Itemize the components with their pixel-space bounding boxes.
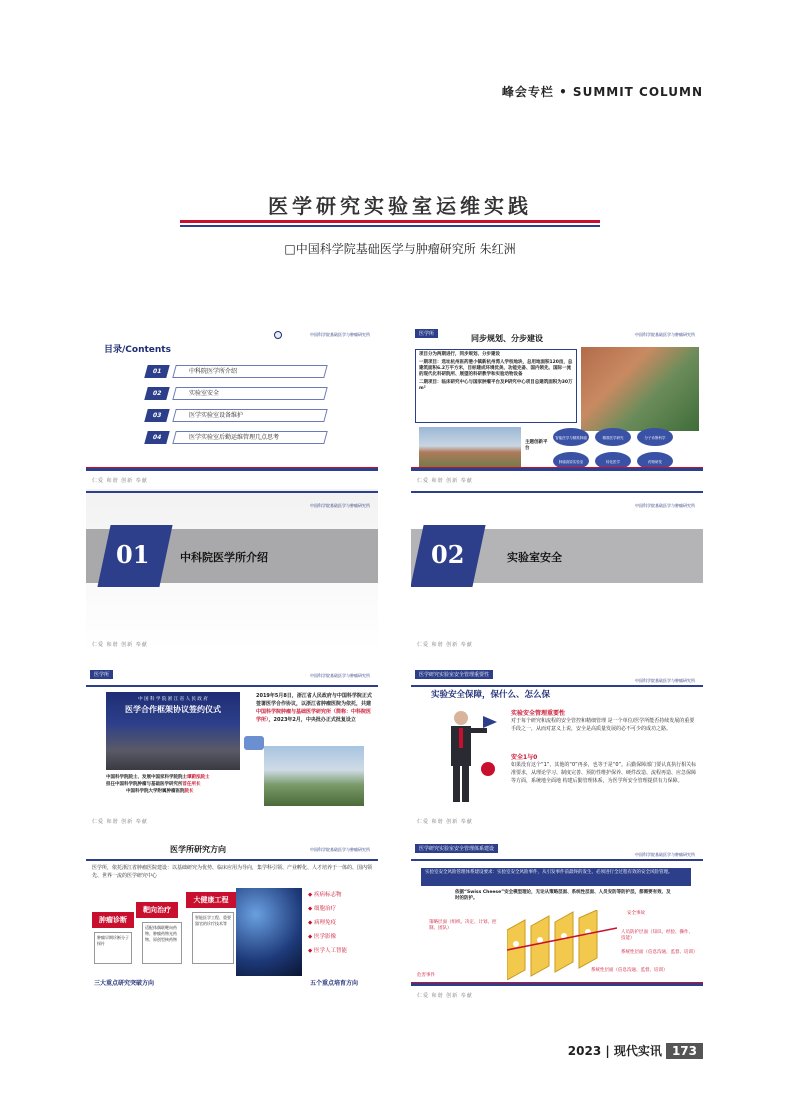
divider xyxy=(411,983,703,986)
toc-number: 02 xyxy=(144,387,169,400)
institute-logo-text: 中国科学院基础医学与肿瘤研究所 xyxy=(310,673,370,678)
slide-build xyxy=(411,325,703,487)
signing-text: 2019年5月8日，浙江省人民政府与中国科学院正式签署医学合作协议，以浙江省肿瘤医院为依托，共建中国科学院肿瘤与基础医学研究所（简称：中科院医学所），2023年2月，中央批办正式批复设立 xyxy=(256,693,372,723)
layer-label: 策略层面（组织、决定、计划、控制、团队） xyxy=(429,920,497,931)
slide-footer: 仁爱 和谐 创新 奉献 xyxy=(417,993,473,999)
layer-label: 系统性层面（信息沟通、监督、培训） xyxy=(591,968,668,973)
requirement-banner: 实验室安全风险管理体系建设要求：实验室安全风险事件，从引发事件前最终的发生、必须进行全过程有效的安全风险管理。 xyxy=(421,868,691,886)
platform-node-label: 智能医学与精准肿瘤 xyxy=(555,436,587,440)
slide-directions xyxy=(86,840,378,1002)
focus-list xyxy=(308,888,347,958)
divider xyxy=(411,859,703,861)
banner-line-1: 中 国 科 学 院 浙 江 省 人 民 政 府 xyxy=(138,697,208,702)
platform-node-label: 转化医学 xyxy=(606,460,620,464)
warning-icon xyxy=(481,762,495,776)
title-rule-red xyxy=(180,220,600,223)
director-caption: 中国科学院院士、发展中国家科学院院士谭蔚泓院士 担任中国科学院肿瘤与基础医学研究所首任所长 中国科学院大学附属肿瘤医院院长 xyxy=(106,775,210,794)
bullet-box xyxy=(415,349,577,423)
page-number: 173 xyxy=(666,1043,703,1059)
pointer-arrow-icon xyxy=(483,716,497,728)
direction-note: 适配体偶联靶向药物、肿瘤药物光药物、原创型核药物 xyxy=(142,922,182,964)
banner-line-2: 医学合作框架协议签约仪式 xyxy=(125,705,221,714)
focus-item: ◆ 医学人工智能 xyxy=(308,948,347,954)
bullet: 二期项目：临床研究中心与国家肿瘤平台及P研究中心项目总建筑面积为30万m² xyxy=(419,380,573,391)
section-number: 01 xyxy=(116,540,150,569)
signing-ceremony-photo xyxy=(106,692,240,770)
direction-box: 肿瘤诊断 xyxy=(92,912,134,928)
slide-tag: 医学所 xyxy=(90,670,113,679)
focus-item: ◆ 医学影像 xyxy=(308,934,336,940)
layer-label: 安全事故 xyxy=(627,911,645,916)
handshake-icon xyxy=(244,736,264,750)
institute-logo-icon xyxy=(274,331,282,339)
campus-aerial-image xyxy=(581,347,699,431)
slide-tag: 医学所 xyxy=(415,329,438,338)
institute-logo-text: 中国科学院基础医学与肿瘤研究所 xyxy=(310,847,370,852)
campus-photo xyxy=(419,427,521,469)
focus-item: ◆ 疾病标志物 xyxy=(308,892,342,898)
divider xyxy=(86,468,378,471)
toc-label: 医学实验室设备维护 xyxy=(172,409,327,422)
institute-logo-text: 中国科学院基础医学与肿瘤研究所 xyxy=(635,332,695,337)
article-title: 医学研究实验室运维实践 xyxy=(268,194,532,218)
toc-number: 03 xyxy=(144,409,169,422)
body-text: 对于每个研究和流程的安全管控和精细管理 是一个单位/医学所能否持续发展的重要手段之一，从而对意义上说，安全是高质量发展的必不可少的成功之路。 xyxy=(511,718,695,732)
bullet: 项目分为两期进行，同步规划、分步建设 xyxy=(419,352,500,357)
slide-title: 同步规划、分步建设 xyxy=(471,334,543,343)
subheading: 安全1与0 xyxy=(511,754,538,761)
slide-safety xyxy=(411,666,703,828)
platform-node-label: 精准医学研究 xyxy=(602,436,624,440)
slide-footer: 仁爱 和谐 创新 奉献 xyxy=(92,642,148,648)
magazine-name: 2023 | 现代实讯 xyxy=(567,1044,662,1058)
section-number: 02 xyxy=(431,540,465,569)
divider xyxy=(86,491,378,493)
slide-footer: 仁爱 和谐 创新 奉献 xyxy=(92,819,148,825)
layer-label: 人员防护层面（知识、经验、操作、技能） xyxy=(621,930,693,941)
article-author: □中国科学院基础医学与肿瘤研究所 朱红洲 xyxy=(284,242,516,256)
slide-tag: 医学研究实验室安全管理重要性 xyxy=(415,670,493,679)
body-text: 如果没有这个“1”，其他的“0”再多，也等于是“0”。后勤保障部门要认真执行相关标准要求，从理论学习、制度完善、预防性维护保养、硬件改造、流程再造、应急保障等方面，系统地全面地 构建后勤管理体系，为医学所安全管理提供有力保障。 xyxy=(511,762,697,784)
slide-signing xyxy=(86,666,378,828)
slide-footer: 仁爱 和谐 创新 奉献 xyxy=(417,478,473,484)
page-footer xyxy=(568,1042,703,1059)
toc-label: 实验室安全 xyxy=(172,387,327,400)
platform-node-label: 肿瘤高原实验室 xyxy=(558,460,584,464)
section-label: 中科院医学所介绍 xyxy=(180,551,268,564)
slide-tag: 医学研究实验室安全管理体系建设 xyxy=(415,844,498,853)
cheese-slice xyxy=(507,910,597,980)
institute-logo-text: 中国科学院基础医学与肿瘤研究所 xyxy=(310,503,370,508)
left-caption: 三大重点研究突破方向 xyxy=(94,980,155,987)
slide-footer: 仁爱 和谐 创新 奉献 xyxy=(417,642,473,648)
subheading: 实验安全管理重要性 xyxy=(511,710,566,717)
toc-label: 中科院医学所介绍 xyxy=(172,365,327,378)
model-text: 依据“Swiss Cheese”安全模型理论，无论从策略层面、系统性层面、人员安防等防护层，都需要有效、及时的防护。 xyxy=(455,890,671,901)
slide-risk xyxy=(411,840,703,1002)
slide-toc xyxy=(86,325,378,487)
divider xyxy=(86,685,378,687)
direction-note: 智能医学工程、重要器官的诊疗技术等 xyxy=(192,912,234,964)
institute-logo-text: 中国科学院基础医学与肿瘤研究所 xyxy=(310,332,370,337)
slide-footer: 仁爱 和谐 创新 奉献 xyxy=(417,819,473,825)
toc-item xyxy=(146,431,326,444)
toc-item xyxy=(146,409,326,422)
institute-logo-text: 中国科学院基础医学与肿瘤研究所 xyxy=(635,503,695,508)
platform-node-label: 分子诊断科学 xyxy=(644,436,666,440)
research-image xyxy=(236,888,302,976)
divider xyxy=(411,468,703,471)
section-label: 实验室安全 xyxy=(507,551,562,564)
slide-section-02 xyxy=(411,489,703,651)
direction-box: 大健康工程 xyxy=(186,892,236,908)
right-caption: 五个重点培育方向 xyxy=(310,980,359,987)
toc-heading: 目录/Contents xyxy=(104,345,171,355)
hub-label: 主题创新平台 xyxy=(525,440,548,451)
column-header: 峰会专栏 • SUMMIT COLUMN xyxy=(501,85,703,99)
toc-number: 01 xyxy=(144,365,169,378)
institute-logo-text: 中国科学院基础医学与肿瘤研究所 xyxy=(635,678,695,683)
focus-item: ◆ 病理免疫 xyxy=(308,920,336,926)
divider xyxy=(411,491,703,493)
direction-box: 靶向治疗 xyxy=(136,902,178,918)
layer-label: 系统性层面（信息沟通、监督、培训） xyxy=(621,950,698,955)
toc-item xyxy=(146,387,326,400)
focus-item: ◆ 细胞治疗 xyxy=(308,906,336,912)
toc-item xyxy=(146,365,326,378)
bullet: 一期项目：选址杭州医药港小镇新杭州湾人学校地块，总用地面积120亩，总建筑面积6.2万平方米，目标建成环境优美、功能完备、国内领先、国际一流的现代化科研院所、展望的科研教学和实验动物设备 xyxy=(419,360,573,377)
platform-node-label: 药物研发 xyxy=(648,460,662,464)
toc-number: 04 xyxy=(144,431,169,444)
slide-footer: 仁爱 和谐 创新 奉献 xyxy=(92,478,148,484)
slide-title: 医学所研究方向 xyxy=(170,845,226,854)
toc-label: 医学实验室后勤运维管理几点思考 xyxy=(172,431,327,444)
intro-text: 医学所，依托浙江省肿瘤医院建设：以基础研究为优势、临床应用为导向，集学科引领、产业孵化、人才培养于一体的、国内领先、世界一流的医学研究中心 xyxy=(92,865,373,879)
slide-headline: 实验安全保障，保什么、怎么保 xyxy=(431,690,551,700)
title-rule-blue xyxy=(180,225,600,227)
layer-label: 危害事件 xyxy=(417,973,435,978)
divider xyxy=(411,685,703,687)
direction-note: 肿瘤早期诊断分子探针 xyxy=(94,932,132,964)
campus-photo xyxy=(264,746,364,806)
institute-logo-text: 中国科学院基础医学与肿瘤研究所 xyxy=(635,852,695,857)
divider xyxy=(86,859,378,861)
slide-section-01 xyxy=(86,489,378,651)
